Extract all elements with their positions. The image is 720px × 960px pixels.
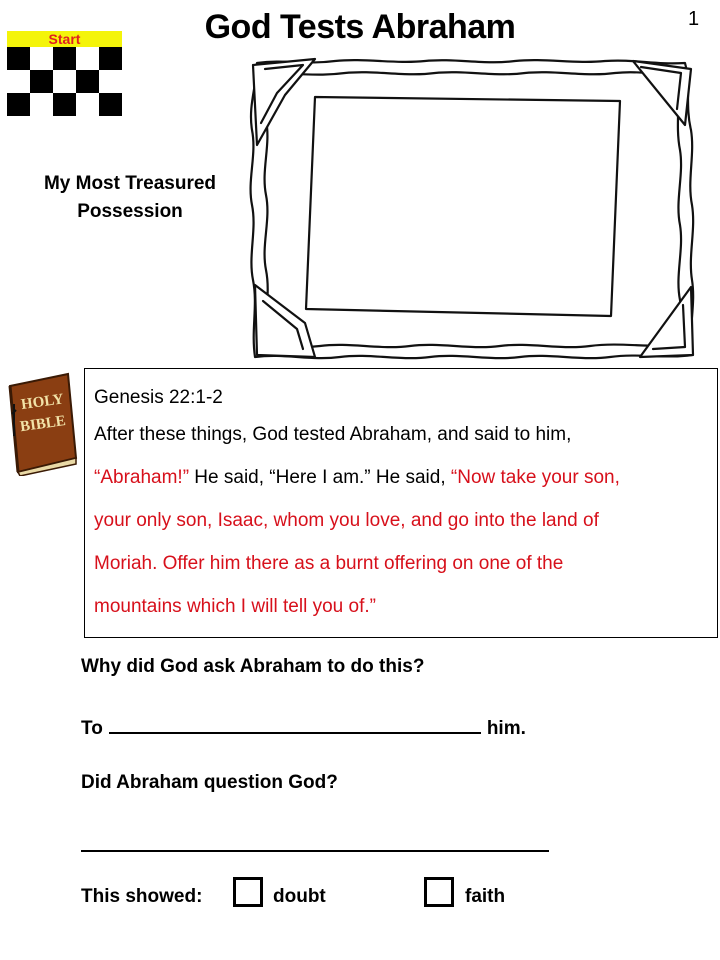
doubt-label: doubt [273, 886, 326, 907]
checkered-flag [7, 47, 122, 116]
faith-label: faith [465, 886, 506, 907]
answer-prefix: To [81, 718, 103, 739]
scripture-reference: Genesis 22:1-2 [94, 387, 223, 408]
answer-suffix: him. [486, 718, 526, 739]
treasure-label-line2: Possession [77, 201, 183, 222]
scripture-line-5: mountains which I will tell you of.” [94, 596, 376, 617]
scripture-line-1: After these things, God tested Abraham, and said to him, [94, 424, 572, 445]
treasure-label [20, 170, 240, 226]
showed-label: This showed: [81, 886, 203, 907]
faith-checkbox[interactable] [424, 877, 454, 907]
scripture-line-3: your only son, Isaac, whom you love, and go into the land of [94, 510, 599, 531]
scripture-box [84, 368, 718, 638]
doubt-checkbox[interactable] [233, 877, 263, 907]
scripture-line-2 [94, 456, 707, 499]
answer-1-row [81, 714, 526, 740]
question-1: Why did God ask Abraham to do this? [81, 656, 425, 677]
start-flag-icon [7, 31, 122, 116]
scripture-narration: He said, “Here I am.” He said, [189, 467, 451, 488]
bible-icon [4, 372, 80, 476]
treasure-label-line1: My Most Treasured [43, 173, 217, 194]
answer-1-blank[interactable] [109, 714, 481, 734]
page-title: God Tests Abraham [204, 8, 516, 46]
answer-2-line[interactable] [81, 850, 549, 852]
scripture-quote-abraham: “Abraham!” [94, 467, 190, 488]
start-label: Start [7, 31, 122, 47]
scripture-line-4: Moriah. Offer him there as a burnt offering on one of the [94, 553, 564, 574]
question-2: Did Abraham question God? [81, 772, 338, 793]
drawing-frame[interactable] [245, 55, 700, 365]
scripture-quote-start: “Now take your son, [450, 467, 620, 488]
bible-icon-text2: BIBLE [19, 413, 67, 436]
bible-icon-text1: HOLY [20, 391, 65, 414]
page-number: 1 [688, 8, 700, 30]
